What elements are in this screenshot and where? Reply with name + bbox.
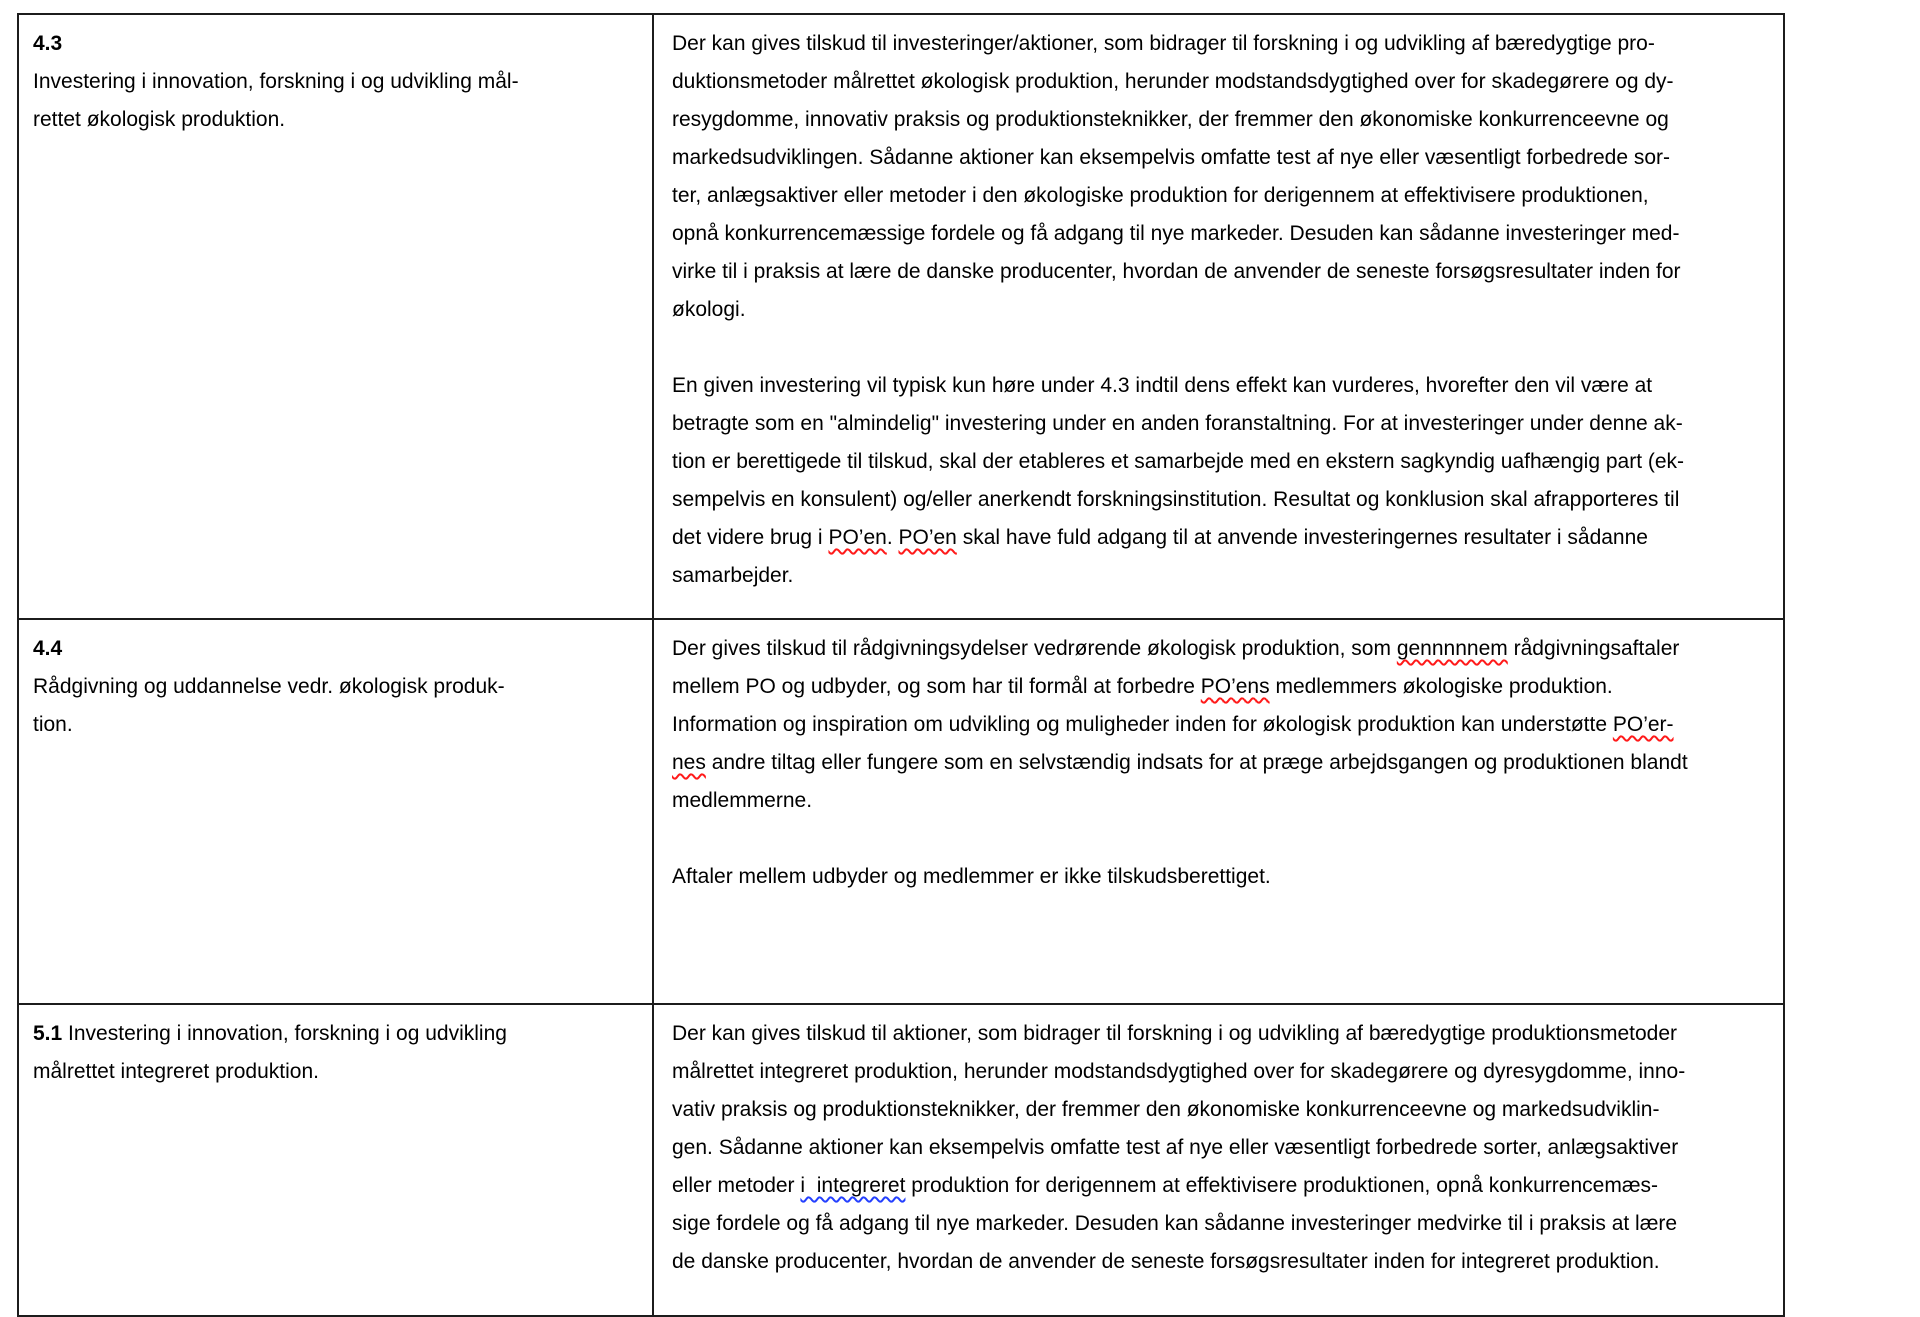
text-line xyxy=(672,668,1775,706)
text-line xyxy=(672,139,1775,177)
text-line xyxy=(672,519,1775,557)
action-title-cell xyxy=(18,1004,653,1316)
text-segment: skal have fuld adgang til at anvende investeringernes resultater i sådanne xyxy=(956,526,1648,549)
text-line xyxy=(672,1015,1775,1053)
text-segment: resygdomme, innovativ praksis og produktionsteknikker, der fremmer den økonomiske konkurrenceevne og xyxy=(672,108,1669,131)
misspelled-word: PO’en xyxy=(898,526,957,549)
text-segment: tion er berettigede til tilskud, skal der etableres et samarbejde med en ekstern sagkyndig uafhængig part (ek- xyxy=(672,450,1685,473)
action-number: 4.3 xyxy=(33,32,63,55)
text-line xyxy=(33,25,640,63)
text-segment: vativ praksis og produktionsteknikker, der fremmer den økonomiske konkurrenceevne og markedsudviklin- xyxy=(672,1098,1660,1121)
text-segment: medlemmerne. xyxy=(672,789,813,812)
text-line xyxy=(672,1205,1775,1243)
text-segment: tion. xyxy=(33,713,73,736)
misspelled-word: gennnnnem xyxy=(1396,637,1508,660)
text-line xyxy=(672,367,1775,405)
text-segment: Investering i innovation, forskning i og udvikling mål- xyxy=(33,70,519,93)
text-segment: rettet økologisk produktion. xyxy=(33,108,286,131)
text-line xyxy=(672,63,1775,101)
text-segment: andre tiltag eller fungere som en selvstændig indsats for at præge arbejdsgangen og produktionen blandt xyxy=(705,751,1688,774)
actions-table xyxy=(17,13,1785,1317)
paragraph xyxy=(33,1015,640,1091)
text-line xyxy=(672,706,1775,744)
text-line xyxy=(672,405,1775,443)
text-line xyxy=(33,63,640,101)
text-line xyxy=(672,557,1775,595)
text-segment: Der gives tilskud til rådgivningsydelser vedrørende økologisk produktion, som xyxy=(672,637,1397,660)
text-line xyxy=(672,177,1775,215)
text-segment: Der kan gives tilskud til aktioner, som bidrager til forskning i og udvikling af bæredygtige produktionsmetoder xyxy=(672,1022,1678,1045)
paragraph xyxy=(672,367,1775,595)
table-row xyxy=(18,14,1784,619)
text-segment: mellem PO og udbyder, og som har til formål at forbedre xyxy=(672,675,1201,698)
actions-table-body xyxy=(18,14,1784,1316)
text-line xyxy=(33,706,640,744)
misspelled-word: nes xyxy=(672,751,706,774)
text-segment: målrettet integreret produktion, herunder modstandsdygtighed over for skadegørere og dyresygdomme, inno- xyxy=(672,1060,1686,1083)
text-line xyxy=(672,481,1775,519)
text-line xyxy=(33,1015,640,1053)
misspelled-word: PO’en xyxy=(828,526,887,549)
paragraph xyxy=(672,858,1775,896)
text-segment: . xyxy=(886,526,899,549)
text-line xyxy=(672,744,1775,782)
text-line xyxy=(672,1167,1775,1205)
text-line xyxy=(672,1091,1775,1129)
text-line xyxy=(33,101,640,139)
action-description-cell xyxy=(653,619,1784,1004)
text-segment: eller metoder xyxy=(672,1174,801,1197)
misspelled-word: PO’ens xyxy=(1200,675,1270,698)
text-segment: Information og inspiration om udvikling og muligheder inden for økologisk produktion kan understøtte xyxy=(672,713,1613,736)
text-segment: Der kan gives tilskud til investeringer/aktioner, som bidrager til forskning i og udvikling af bæredygtige pro- xyxy=(672,32,1655,55)
text-segment: de danske producenter, hvordan de anvender de seneste forsøgsresultater inden for integreret produktion. xyxy=(672,1250,1660,1273)
text-line xyxy=(672,253,1775,291)
text-segment: gen. Sådanne aktioner kan eksempelvis omfatte test af nye eller væsentligt forbedrede sorter, anlægsaktiver xyxy=(672,1136,1679,1159)
paragraph xyxy=(672,630,1775,820)
text-segment: rådgivningsaftaler xyxy=(1507,637,1680,660)
text-segment: målrettet integreret produktion. xyxy=(33,1060,319,1083)
action-description-cell xyxy=(653,14,1784,619)
paragraph xyxy=(672,25,1775,329)
text-segment: sige fordele og få adgang til nye markeder. Desuden kan sådanne investeringer medvirke til i praksis at lære xyxy=(672,1212,1678,1235)
text-segment: produktion for derigennem at effektivisere produktionen, opnå konkurrencemæs- xyxy=(905,1174,1658,1197)
text-segment: Aftaler mellem udbyder og medlemmer er ikke tilskudsberettiget. xyxy=(672,865,1271,888)
text-segment: samarbejder. xyxy=(672,564,794,587)
text-segment: En given investering vil typisk kun høre under 4.3 indtil dens effekt kan vurderes, hvorefter den vil være at xyxy=(672,374,1653,397)
text-segment: ter, anlægsaktiver eller metoder i den økologiske produktion for derigennem at effektivisere produktionen, xyxy=(672,184,1649,207)
text-segment: sempelvis en konsulent) og/eller anerkendt forskningsinstitution. Resultat og konklusion skal afrapporteres til xyxy=(672,488,1680,511)
text-line xyxy=(672,630,1775,668)
paragraph xyxy=(33,25,640,139)
table-row xyxy=(18,619,1784,1004)
text-segment: betragte som en "almindelig" investering under en anden foranstaltning. For at investeringer under denne ak- xyxy=(672,412,1683,435)
paragraph xyxy=(672,1015,1775,1281)
text-segment: markedsudviklingen. Sådanne aktioner kan eksempelvis omfatte test af nye eller væsentligt forbedrede sor- xyxy=(672,146,1671,169)
text-segment: Investering i innovation, forskning i og udvikling xyxy=(62,1022,507,1045)
text-line xyxy=(672,291,1775,329)
text-line xyxy=(672,782,1775,820)
text-segment: duktionsmetoder målrettet økologisk produktion, herunder modstandsdygtighed over for skadegørere og dy- xyxy=(672,70,1674,93)
text-line xyxy=(672,25,1775,63)
text-line xyxy=(672,215,1775,253)
text-segment: Rådgivning og uddannelse vedr. økologisk produk- xyxy=(33,675,505,698)
text-line xyxy=(33,668,640,706)
text-line xyxy=(672,1129,1775,1167)
text-line xyxy=(672,101,1775,139)
text-segment: opnå konkurrencemæssige fordele og få adgang til nye markeder. Desuden kan sådanne investeringer med- xyxy=(672,222,1680,245)
text-line xyxy=(672,858,1775,896)
action-number: 5.1 xyxy=(33,1022,63,1045)
text-line xyxy=(33,630,640,668)
text-segment: virke til i praksis at lære de danske producenter, hvordan de anvender de seneste forsøgsresultater inden for xyxy=(672,260,1681,283)
action-title-cell xyxy=(18,619,653,1004)
action-number: 4.4 xyxy=(33,637,63,660)
text-segment: medlemmers økologiske produktion. xyxy=(1269,675,1613,698)
action-title-cell xyxy=(18,14,653,619)
action-description-cell xyxy=(653,1004,1784,1316)
text-segment: det videre brug i xyxy=(672,526,829,549)
text-line xyxy=(672,443,1775,481)
misspelled-word: PO’er- xyxy=(1612,713,1674,736)
grammar-flagged-word: i integreret xyxy=(800,1174,906,1197)
text-line xyxy=(672,1243,1775,1281)
paragraph xyxy=(33,630,640,744)
text-line xyxy=(33,1053,640,1091)
text-segment: økologi. xyxy=(672,298,746,321)
text-line xyxy=(672,1053,1775,1091)
table-row xyxy=(18,1004,1784,1316)
